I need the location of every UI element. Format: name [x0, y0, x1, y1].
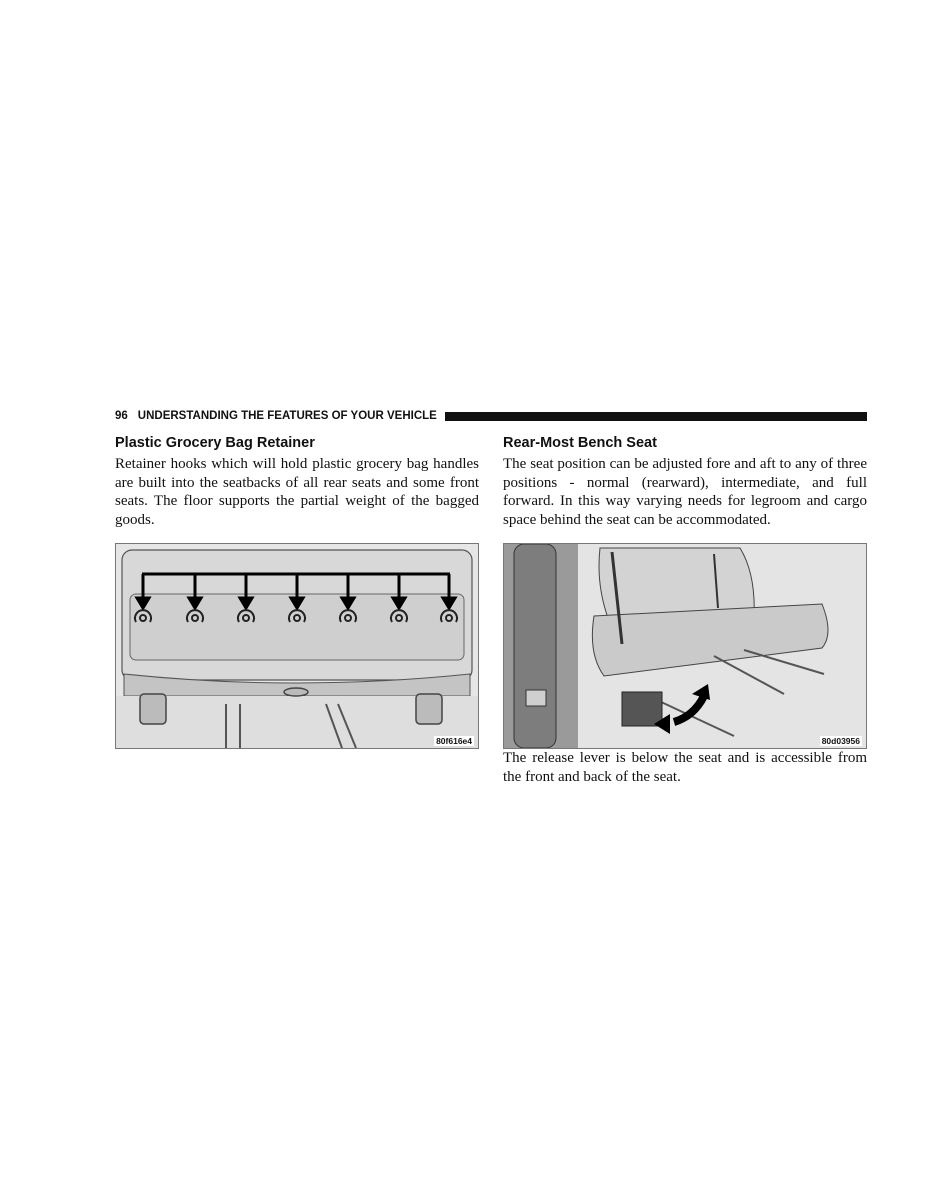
figure-code: 80f616e4 — [436, 736, 472, 746]
release-lever-caption: The release lever is below the seat and is accessible from the front and back of the seat. — [503, 750, 867, 785]
bench-seat-heading: Rear-Most Bench Seat — [503, 435, 657, 451]
right-column — [503, 434, 867, 786]
grocery-bag-heading: Plastic Grocery Bag Retainer — [115, 435, 315, 451]
grocery-hooks-illustration — [115, 543, 479, 749]
seatback-hooks-drawing — [116, 544, 478, 748]
page-number: 96 — [115, 410, 128, 422]
running-header — [115, 409, 867, 423]
bench-seat-illustration — [503, 543, 867, 749]
bench-seat-drawing — [504, 544, 866, 748]
section-title: UNDERSTANDING THE FEATURES OF YOUR VEHICLE — [137, 410, 437, 422]
left-column — [115, 434, 479, 749]
header-rule — [445, 412, 867, 421]
grocery-bag-paragraph: Retainer hooks which will hold plastic grocery bag handles are built into the seatbacks of all rear seats and some front seats. The floor supports the partial weight of the bagged goods. — [115, 456, 479, 528]
bench-seat-paragraph: The seat position can be adjusted fore and aft to any of three positions - normal (rearward), intermediate, and full forward. In this way varying needs for legroom and cargo space behind the seat can be accommodated. — [503, 456, 867, 528]
figure-code: 80d03956 — [821, 736, 860, 746]
